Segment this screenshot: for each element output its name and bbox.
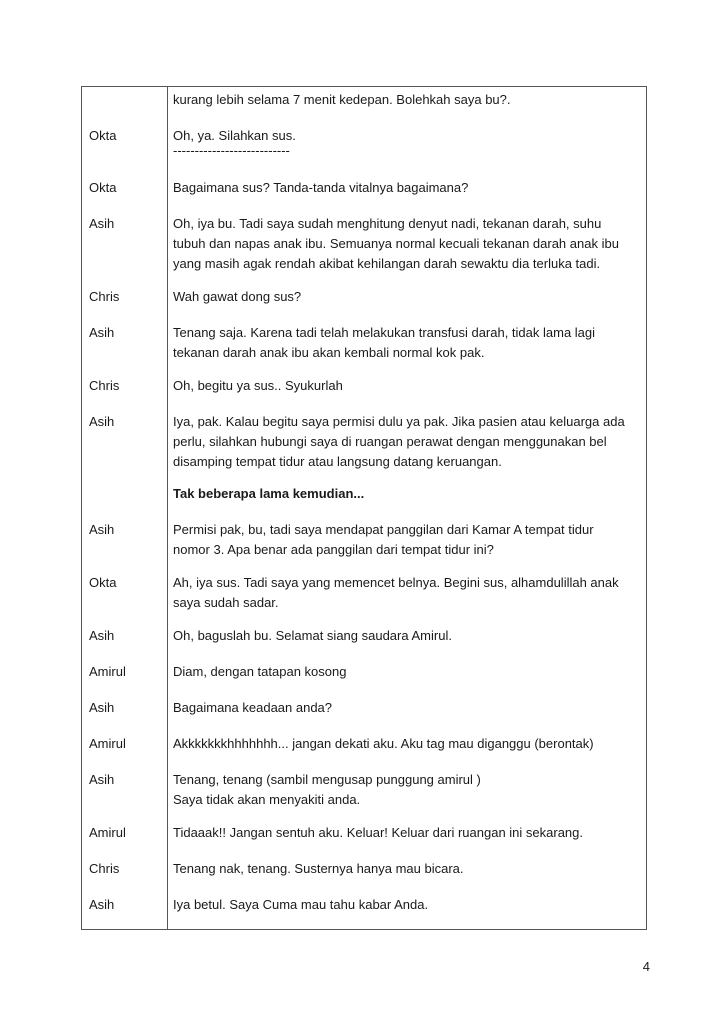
speaker-name: Okta — [89, 180, 117, 195]
dialogue-line: Tenang nak, tenang. Susternya hanya mau bicara. — [173, 861, 464, 876]
speaker-name: Asih — [89, 414, 115, 429]
dialogue-line: disamping tempat tidur atau langsung datang keruangan. — [173, 454, 502, 469]
dialogue-line: perlu, silahkan hubungi saya di ruangan perawat dengan menggunakan bel — [173, 434, 607, 449]
speaker-name: Amirul — [89, 664, 126, 679]
speaker-name: Asih — [89, 897, 115, 912]
dialogue-table — [81, 86, 647, 930]
speaker-name: Chris — [89, 378, 120, 393]
dialogue-line: saya sudah sadar. — [173, 595, 279, 610]
scene-note: Tak beberapa lama kemudian... — [173, 486, 365, 501]
dialogue-line: Oh, iya bu. Tadi saya sudah menghitung denyut nadi, tekanan darah, suhu — [173, 216, 602, 231]
dialogue-line: Diam, dengan tatapan kosong — [173, 664, 347, 679]
dialogue-line: tubuh dan napas anak ibu. Semuanya normal kecuali tekanan darah anak ibu — [173, 236, 619, 251]
speaker-name: Asih — [89, 700, 115, 715]
separator-line: --------------------------- — [173, 143, 290, 158]
dialogue-line: kurang lebih selama 7 menit kedepan. Bolehkah saya bu?. — [173, 92, 511, 107]
speaker-name: Asih — [89, 628, 115, 643]
dialogue-line: Tidaaak!! Jangan sentuh aku. Keluar! Keluar dari ruangan ini sekarang. — [173, 825, 584, 840]
dialogue-line: Ah, iya sus. Tadi saya yang memencet belnya. Begini sus, alhamdulillah anak — [173, 575, 619, 590]
speaker-name: Amirul — [89, 825, 126, 840]
dialogue-line: Bagaimana keadaan anda? — [173, 700, 333, 715]
dialogue-line: Wah gawat dong sus? — [173, 289, 302, 304]
dialogue-line: Tenang saja. Karena tadi telah melakukan transfusi darah, tidak lama lagi — [173, 325, 596, 340]
dialogue-line: Iya betul. Saya Cuma mau tahu kabar Anda. — [173, 897, 429, 912]
dialogue-line: tekanan darah anak ibu akan kembali normal kok pak. — [173, 345, 485, 360]
page-number: 4 — [642, 959, 650, 974]
speaker-name: Amirul — [89, 736, 126, 751]
speaker-name: Chris — [89, 289, 120, 304]
dialogue-line: Tenang, tenang (sambil mengusap punggung amirul ) — [173, 772, 481, 787]
speaker-name: Asih — [89, 216, 115, 231]
dialogue-line: Oh, begitu ya sus.. Syukurlah — [173, 378, 343, 393]
speaker-name: Asih — [89, 325, 115, 340]
dialogue-line: Oh, baguslah bu. Selamat siang saudara Amirul. — [173, 628, 452, 643]
dialogue-line: Saya tidak akan menyakiti anda. — [173, 792, 361, 807]
dialogue-line: Permisi pak, bu, tadi saya mendapat panggilan dari Kamar A tempat tidur — [173, 522, 594, 537]
dialogue-line: Bagaimana sus? Tanda-tanda vitalnya bagaimana? — [173, 180, 469, 195]
speaker-name: Okta — [89, 575, 117, 590]
speaker-name: Asih — [89, 772, 115, 787]
dialogue-line: Iya, pak. Kalau begitu saya permisi dulu ya pak. Jika pasien atau keluarga ada — [173, 414, 625, 429]
dialogue-line: yang masih agak rendah akibat kehilangan darah sewaktu dia terluka tadi. — [173, 256, 601, 271]
speaker-name: Asih — [89, 522, 115, 537]
speaker-name: Okta — [89, 128, 117, 143]
speaker-name: Chris — [89, 861, 120, 876]
dialogue-line: Oh, ya. Silahkan sus. — [173, 128, 296, 143]
column-divider — [167, 87, 168, 929]
dialogue-line: nomor 3. Apa benar ada panggilan dari tempat tidur ini? — [173, 542, 494, 557]
dialogue-line: Akkkkkkkhhhhhhh... jangan dekati aku. Aku tag mau diganggu (berontak) — [173, 736, 594, 751]
